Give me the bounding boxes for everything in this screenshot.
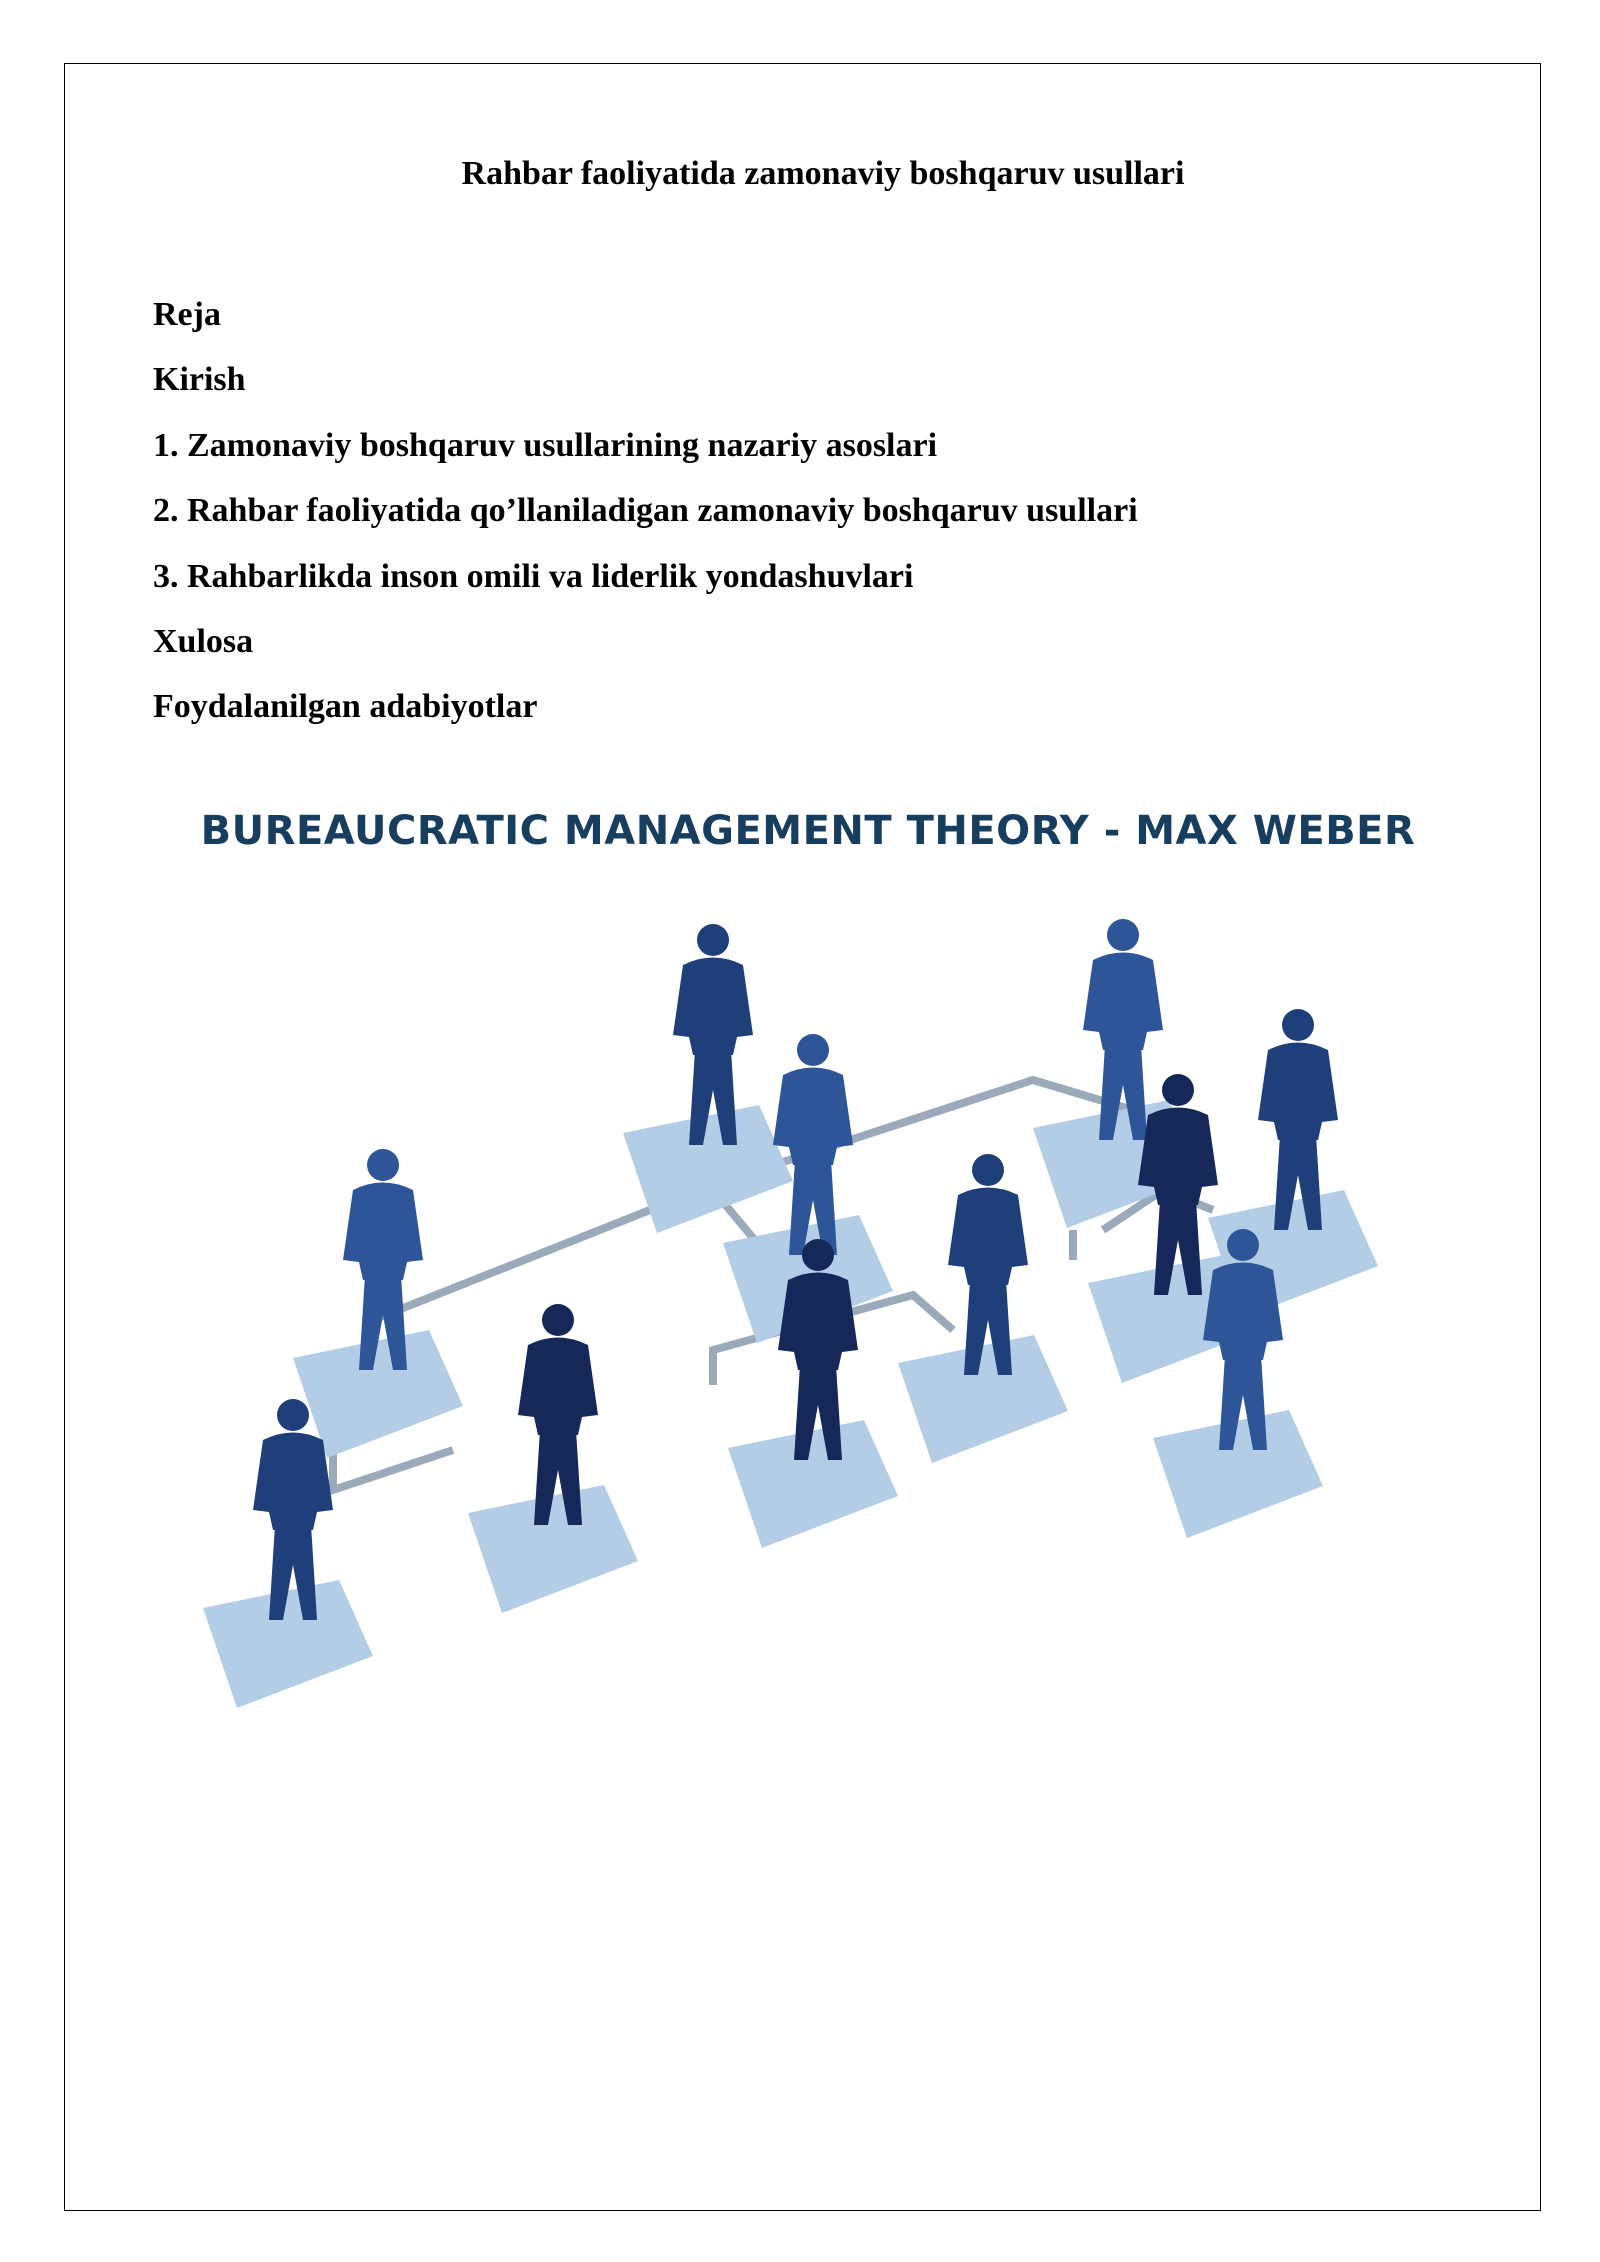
plan-item-references: Foydalanilgan adabiyotlar — [153, 688, 538, 726]
plan-item-section-1: 1. Zamonaviy boshqaruv usullarining nazariy asoslari — [153, 426, 938, 464]
position-tile — [203, 1580, 373, 1708]
connector-line — [333, 1450, 453, 1490]
position-tile — [468, 1485, 638, 1613]
position-tile — [898, 1335, 1068, 1463]
position-tile — [1153, 1410, 1323, 1538]
plan-item-section-3: 3. Rahbarlikda inson omili va liderlik yondashuvlari — [153, 557, 914, 595]
plan-heading: Reja — [153, 296, 221, 333]
plan-item-introduction: Kirish — [153, 361, 246, 399]
plan-outline — [153, 282, 1138, 740]
org-chart-illustration — [153, 790, 1463, 1730]
plan-item-section-2: 2. Rahbar faoliyatida qo’llaniladigan zamonaviy boshqaruv usullari — [153, 492, 1138, 530]
org-chart-drawing — [153, 790, 1463, 1730]
document-title: Rahbar faoliyatida zamonaviy boshqaruv usullari — [461, 155, 1185, 192]
position-tile — [728, 1420, 898, 1548]
plan-item-conclusion: Xulosa — [153, 623, 254, 661]
illustration-heading: BUREAUCRATIC MANAGEMENT THEORY - MAX WEBER — [200, 808, 1416, 854]
